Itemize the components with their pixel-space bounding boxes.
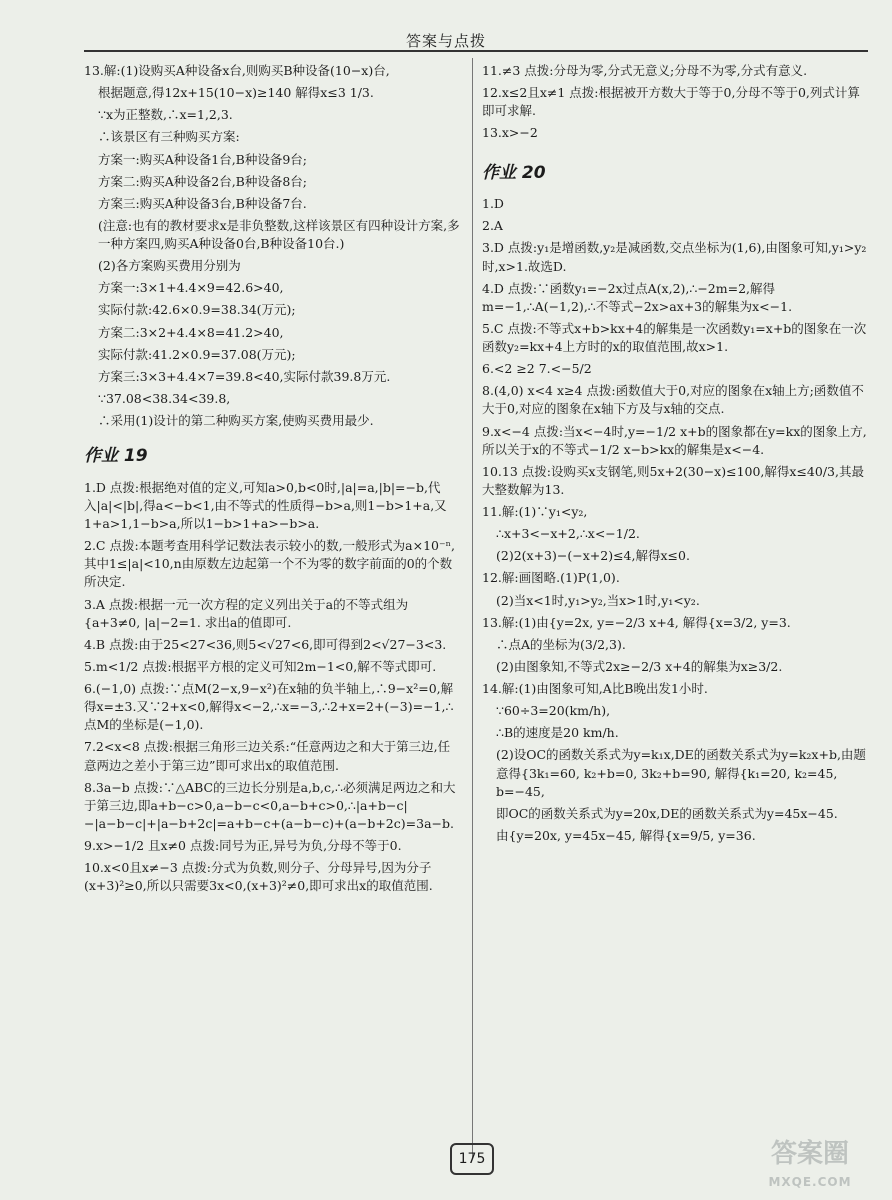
left-column xyxy=(84,62,462,899)
column-divider xyxy=(472,58,473,1158)
watermark-url: MXQE.COM xyxy=(768,1175,852,1189)
answer-line: ∵37.08<38.34<39.8, xyxy=(98,390,231,406)
answer-item: 2.C 点拨:本题考查用科学记数法表示较小的数,一般形式为a×10⁻ⁿ,其中1≤|a|<10,n由原数左边起第一个不为零的数字前面的0的个数所决定. xyxy=(84,538,455,590)
answer-line: (2)各方案购买费用分别为 xyxy=(98,258,241,274)
answer-item: (2)由图象知,不等式2x≥−2/3 x+4的解集为x≥3/2. xyxy=(496,658,783,674)
answer-line: 方案二:购买A种设备2台,B种设备8台; xyxy=(98,173,308,189)
answer-item: ∵60÷3=20(km/h), xyxy=(496,703,611,719)
answer-item: 3.D 点拨:y₁是增函数,y₂是减函数,交点坐标为(1,6),由图象可知,y₁>y₂时,x>1.故选D. xyxy=(482,240,867,274)
answer-item: 1.D 点拨:根据绝对值的定义,可知a>0,b<0时,|a|=a,|b|=−b,代入|a|<|b|,得a<−b<1,由不等式的性质得−b>a,则1−b>1+a,又1+a>1,1−b>a,所以1−b>1+a>−b>a. xyxy=(84,479,447,532)
answer-line: 13.解:(1)设购买A种设备x台,则购买B种设备(10−x)台, xyxy=(84,63,390,78)
answer-line: 实际付款:42.6×0.9=38.34(万元); xyxy=(98,302,296,318)
page-number: 175 xyxy=(450,1143,494,1175)
answer-item: 9.x>−1/2 且x≠0 点拨:同号为正,异号为负,分母不等于0. xyxy=(84,838,402,854)
answer-item: ∴x+3<−x+2,∴x<−1/2. xyxy=(496,526,640,542)
answer-item: 5.C 点拨:不等式x+b>kx+4的解集是一次函数y₁=x+b的图象在一次函数y₂=kx+4上方时的x的取值范围,故x>1. xyxy=(482,320,867,355)
page-header-title: 答案与点拨 xyxy=(405,32,486,50)
answer-line: 方案三:3×3+4.4×7=39.8<40,实际付款39.8万元. xyxy=(98,368,391,384)
answer-item: 14.解:(1)由图象可知,A比B晚出发1小时. xyxy=(482,681,708,697)
header-rule xyxy=(84,50,868,52)
answer-line: (注意:也有的教材要求x是非负整数,这样该景区有四种设计方案,多一种方案四,购买A种设备0台,B种设备10台.) xyxy=(98,217,460,251)
answer-item: 9.x<−4 点拨:当x<−4时,y=−1/2 x+b的图象都在y=kx的图象上方,所以关于x的不等式−1/2 x−b>kx的解集是x<−4. xyxy=(482,423,867,457)
watermark-text: 答案圈 xyxy=(770,1139,849,1169)
answer-item: 7.2<x<8 点拨:根据三角形三边关系:“任意两边之和大于第三边,任意两边之差小于第三边”即可求出x的取值范围. xyxy=(84,739,451,773)
answer-line: 方案三:购买A种设备3台,B种设备7台. xyxy=(98,195,307,211)
answer-line: 方案一:购买A种设备1台,B种设备9台; xyxy=(98,151,308,167)
answer-item: 10.13 点拨:设购买x支钢笔,则5x+2(30−x)≤100,解得x≤40/3,其最大整数解为13. xyxy=(482,463,864,497)
section-title-20: 作业 20 xyxy=(482,162,546,183)
answer-item: 11.解:(1)∵y₁<y₂, xyxy=(482,504,588,520)
answer-line: ∴该景区有三种购买方案: xyxy=(98,129,240,145)
answer-item: 13.x>−2 xyxy=(482,125,538,141)
answer-item: 12.x≤2且x≠1 点拨:根据被开方数大于等于0,分母不等于0,列式计算即可求解. xyxy=(482,85,860,119)
answer-item: 13.解:(1)由{y=2x, y=−2/3 x+4, 解得{x=3/2, y=3. xyxy=(482,614,791,630)
answer-item: 1.D xyxy=(482,196,504,212)
answer-item: ∴点A的坐标为(3/2,3). xyxy=(496,636,626,652)
answer-line: 根据题意,得12x+15(10−x)≥140 解得x≤3 1/3. xyxy=(98,85,374,101)
answer-item: ∴B的速度是20 km/h. xyxy=(496,725,619,741)
answer-item: (2)设OC的函数关系式为y=k₁x,DE的函数关系式为y=k₂x+b,由题意得{3k₁=60, k₂+b=0, 3k₂+b=90, 解得{k₁=20, k₂=45, b=−45, xyxy=(496,747,866,799)
answer-item: 2.A xyxy=(482,218,503,234)
answer-item: 由{y=20x, y=45x−45, 解得{x=9/5, y=36. xyxy=(496,827,756,843)
answer-item: (2)2(x+3)−(−x+2)≤4,解得x≤0. xyxy=(496,548,690,564)
answer-line: ∵x为正整数,∴x=1,2,3. xyxy=(98,107,233,123)
answer-item: 12.解:画图略.(1)P(1,0). xyxy=(482,570,620,586)
answer-item: 8.3a−b 点拨:∵△ABC的三边长分别是a,b,c,∴必须满足两边之和大于第三边,即a+b−c>0,a−b−c<0,a−b+c>0,∴|a+b−c|−|a−b−c|+|a−b+2c|=a+b−c+(a−b−c)+(a−b+2c)=3a−b. xyxy=(84,779,456,831)
answer-line: 方案一:3×1+4.4×9=42.6>40, xyxy=(98,280,284,296)
answer-item: 即OC的函数关系式为y=20x,DE的函数关系式为y=45x−45. xyxy=(496,805,838,821)
answer-item: 6.<2 ≥2 7.<−5/2 xyxy=(482,361,592,377)
answer-item: 3.A 点拨:根据一元一次方程的定义列出关于a的不等式组为 {a+3≠0, |a|−2=1. 求出a的值即可. xyxy=(84,596,409,630)
answer-item: 4.D 点拨:∵函数y₁=−2x过点A(x,2),∴−2m=2,解得m=−1,∴A(−1,2),∴不等式−2x>ax+3的解集为x<−1. xyxy=(482,280,793,314)
answer-line: ∴采用(1)设计的第二种购买方案,使购买费用最少. xyxy=(98,413,374,428)
answer-line: 实际付款:41.2×0.9=37.08(万元); xyxy=(98,346,296,362)
section-title-19: 作业 19 xyxy=(84,446,148,467)
right-column xyxy=(482,62,872,849)
answer-item: 4.B 点拨:由于25<27<36,则5<√27<6,即可得到2<√27−3<3. xyxy=(84,636,447,652)
answer-item: 6.(−1,0) 点拨:∵点M(2−x,9−x²)在x轴的负半轴上,∴9−x²=0,解得x=±3.又∵2+x<0,解得x<−2,∴x=−3,∴2+x=2+(−3)=−1,∴点M的坐标是(−1,0). xyxy=(84,681,454,733)
answer-line: 方案二:3×2+4.4×8=41.2>40, xyxy=(98,324,284,340)
watermark-logo xyxy=(730,1140,890,1194)
answer-item: 8.(4,0) x<4 x≥4 点拨:函数值大于0,对应的图象在x轴上方;函数值不大于0,对应的图象在x轴下方及与x轴的交点. xyxy=(482,383,864,417)
answer-item: 11.≠3 点拨:分母为零,分式无意义;分母不为零,分式有意义. xyxy=(482,63,808,78)
answer-item: 5.m<1/2 点拨:根据平方根的定义可知2m−1<0,解不等式即可. xyxy=(84,658,437,674)
answer-item: 10.x<0且x≠−3 点拨:分式为负数,则分子、分母异号,因为分子(x+3)²≥0,所以只需要3x<0,(x+3)²≠0,即可求出x的取值范围. xyxy=(84,860,433,894)
answer-item: (2)当x<1时,y₁>y₂,当x>1时,y₁<y₂. xyxy=(496,592,700,608)
